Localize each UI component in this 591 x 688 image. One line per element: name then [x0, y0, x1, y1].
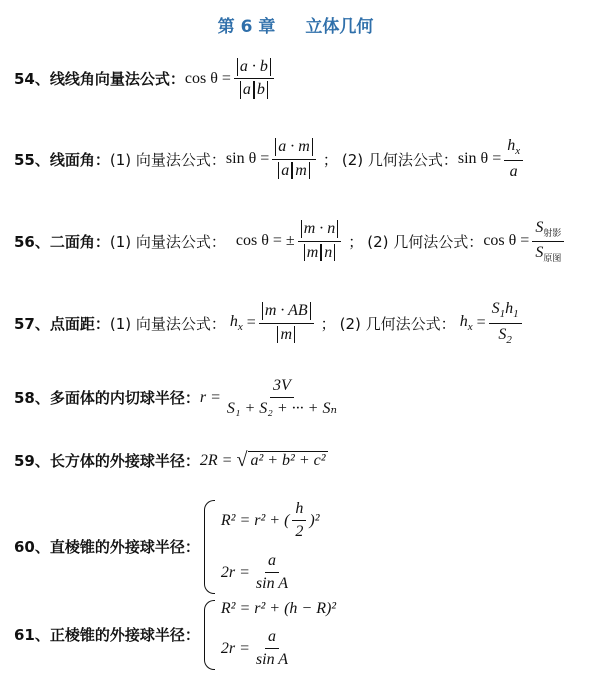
- formula-57-equals: =: [246, 314, 256, 332]
- chapter-title: [0, 12, 591, 37]
- formula-56: [14, 219, 567, 263]
- formula-57-numerator: m · AB: [262, 302, 311, 320]
- formula-57-num2b: h: [505, 300, 514, 317]
- chapter-number: 第 6 章: [217, 17, 276, 37]
- formula-56-fraction1: [298, 220, 342, 262]
- formula-55-label: 55、线面角：: [14, 150, 110, 169]
- formula-61-system: [200, 600, 336, 670]
- formula-57-den2-sub: 2: [506, 334, 512, 347]
- formula-55-method1: (1) 向量法公式：: [109, 150, 226, 169]
- formula-58-label: 58、多面体的内切球半径：: [14, 389, 200, 408]
- formula-57-equals2: =: [476, 314, 486, 332]
- formula-55-den2: a: [509, 162, 518, 180]
- formula-56-method1: (1) 向量法公式：: [109, 232, 226, 251]
- formula-55-num2-sub: x: [515, 145, 521, 158]
- formula-55-den-a: a: [278, 162, 292, 180]
- formula-56-den-a: m: [304, 244, 322, 262]
- formula-57-label: 57、点面距：: [14, 314, 110, 333]
- formula-60-label: 60、直棱锥的外接球半径：: [14, 538, 200, 557]
- formula-58-lhs: r =: [199, 388, 221, 406]
- formula-59: [14, 449, 328, 472]
- formula-57-num2a: S: [491, 300, 500, 317]
- formula-57: [14, 300, 525, 347]
- formula-56-lhs1: cos θ = ±: [235, 232, 295, 250]
- formula-56-lhs2: cos θ =: [483, 232, 530, 250]
- formula-55-lhs1: sin θ =: [225, 150, 270, 168]
- formula-60-line2: 2r =: [220, 563, 250, 581]
- formula-58: [14, 377, 343, 419]
- formula-57-method2: (2) 几何法公式：: [339, 314, 456, 333]
- formula-54: [14, 58, 277, 100]
- formula-56-den2: S: [535, 243, 544, 261]
- formula-60-system: [200, 500, 320, 594]
- formula-54-numerator: a · b: [237, 58, 271, 76]
- formula-61-line1: R² = r² + (h − R)²: [220, 600, 337, 617]
- formula-55-num2: h: [507, 137, 516, 154]
- formula-56-den2-sub: 原图: [543, 252, 562, 263]
- formula-60-line1-num: h: [292, 500, 306, 521]
- formula-57-den2: S: [498, 325, 507, 343]
- formula-56-num2-sub: 射影: [543, 228, 562, 239]
- formula-61: [14, 600, 336, 670]
- formula-55-lhs2: sin θ =: [457, 150, 502, 168]
- formula-58-numerator: 3V: [270, 377, 294, 398]
- formula-57-num2b-sub: 1: [513, 308, 519, 321]
- formula-58-fraction: [224, 377, 340, 419]
- formula-57-lhs2: h: [459, 313, 468, 331]
- formula-60-line1: R² = r² + (: [220, 511, 290, 529]
- formula-56-separator: ；: [348, 232, 364, 251]
- formula-56-den-b: n: [321, 244, 335, 262]
- formula-55-numerator: a · m: [275, 138, 313, 156]
- formula-54-label: 54、线线角向量法公式：: [14, 70, 185, 89]
- formula-59-lhs: 2R =: [199, 451, 233, 469]
- chapter-name: 立体几何: [305, 17, 374, 37]
- formula-57-lhs1: h: [229, 313, 238, 331]
- brace-icon: [204, 600, 215, 670]
- formula-55-den-b: m: [292, 162, 310, 180]
- formula-57-lhs1-sub: x: [237, 321, 243, 334]
- formula-54-den-a: a: [240, 81, 254, 99]
- formula-56-fraction2: [532, 219, 564, 263]
- formula-60-line1-den: 2: [295, 523, 304, 541]
- formula-55-method2: (2) 几何法公式：: [341, 150, 458, 169]
- formula-59-label: 59、长方体的外接球半径：: [14, 452, 200, 470]
- formula-61-line2: 2r =: [220, 639, 250, 657]
- formula-57-lhs2-sub: x: [467, 321, 473, 334]
- formula-54-lhs: cos θ =: [184, 69, 231, 87]
- formula-57-fraction1: [259, 302, 314, 344]
- formula-59-radicand: a² + b² + c²: [250, 452, 326, 469]
- formula-60-line2-den: sin A: [255, 575, 289, 593]
- formula-58-denominator: S₁ + S₂ + ··· + Sₙ: [226, 400, 337, 418]
- formula-57-fraction2: [489, 300, 522, 347]
- formula-57-separator: ；: [320, 314, 336, 333]
- sqrt-icon: √: [236, 449, 248, 471]
- formula-61-label: 61、正棱锥的外接球半径：: [14, 626, 200, 645]
- formula-55-fraction2: [504, 137, 523, 181]
- formula-56-method2: (2) 几何法公式：: [367, 232, 484, 251]
- formula-61-line2-num: a: [265, 628, 279, 649]
- formula-57-denominator: m: [277, 326, 295, 344]
- formula-60-line2-num: a: [265, 552, 279, 573]
- formula-57-method1: (1) 向量法公式：: [109, 314, 226, 333]
- formula-55: [14, 137, 526, 181]
- formula-60-line1-end: )²: [309, 511, 320, 529]
- formula-55-fraction1: [272, 138, 316, 180]
- formula-54-fraction: [234, 58, 274, 100]
- formula-56-numerator: m · n: [301, 220, 339, 238]
- formula-56-label: 56、二面角：: [14, 232, 110, 251]
- formula-54-den-b: b: [254, 81, 268, 99]
- formula-56-num2: S: [535, 219, 544, 236]
- brace-icon: [204, 500, 215, 594]
- formula-61-line2-den: sin A: [255, 651, 289, 669]
- formula-57-num2a-sub: 1: [499, 308, 506, 321]
- formula-60: [14, 500, 320, 594]
- formula-55-separator: ；: [322, 150, 338, 169]
